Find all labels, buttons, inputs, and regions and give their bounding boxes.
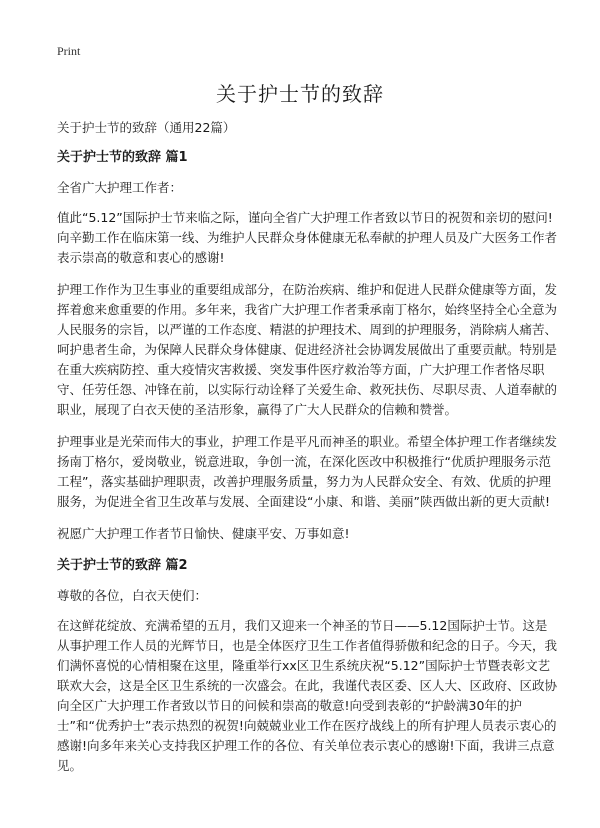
document-subtitle: 关于护士节的致辞（通用22篇） bbox=[57, 120, 236, 135]
paragraph: 在这鲜花绽放、充满希望的五月，我们又迎来一个神圣的节日——5.12国际护士节。这是从事护理工作人员的光辉节日，也是全体医疗卫生工作者值得骄傲和纪念的日子。今天，我们满怀喜悦的心情相聚在这里，隆重举行xx区卫生系统庆祝“5.12”国际护士节暨表彰文艺联欢大会，这是全区卫生系统的一次盛会。在此，我谨代表区委、区人大、区政府、区政协向全区广大护理工作者致以节日的问候和崇高的敬意!向受到表彰的“护龄满30年的护士”和“优秀护士”表示热烈的祝贺!向兢兢业业工作在医疗战线上的所有护理人员表示衷心的感谢!向多年来关心支持我区护理工作的各位、有关单位表示衷心的感谢!下面，我讲三点意见。 bbox=[57, 618, 558, 773]
section-greeting: 全省广大护理工作者： bbox=[57, 180, 183, 195]
paragraph: 值此“5.12”国际护士节来临之际，谨向全省广大护理工作者致以节日的祝贺和亲切的慰问!向辛勤工作在临床第一线、为维护人民群众身体健康无私奉献的护理人员及广大医务工作者表示崇高的敬意和衷心的感谢! bbox=[57, 210, 558, 265]
paragraph: 祝愿广大护理工作者节日愉快、健康平安、万事如意! bbox=[57, 526, 350, 541]
page-title: 关于护士节的致辞 bbox=[216, 82, 384, 106]
section-heading: 关于护士节的致辞 篇2 bbox=[57, 558, 188, 573]
paragraph: 护理工作作为卫生事业的重要组成部分，在防治疾病、维护和促进人民群众健康等方面，发挥着愈来愈重要的作用。多年来，我省广大护理工作者秉承南丁格尔，始终坚持全心全意为人民服务的宗旨，以严谨的工作态度、精湛的护理技术、周到的护理服务，消除病人痛苦、呵护患者生命，为保障人民群众身体健康、促进经济社会协调发展做出了重要贡献。特别是在重大疾病防控、重大疫情灾害救援、突发事件医疗救治等方面，广大护理工作者恪尽职守、任劳任怨、冲锋在前，以实际行动诠释了关爱生命、救死扶伤、尽职尽责、人道奉献的职业，展现了白衣天使的圣洁形象，赢得了广大人民群众的信赖和赞誉。 bbox=[57, 282, 558, 417]
section-greeting: 尊敬的各位，白衣天使们： bbox=[57, 588, 208, 603]
paragraph: 护理事业是光荣而伟大的事业，护理工作是平凡而神圣的职业。希望全体护理工作者继续发扬南丁格尔，爱岗敬业，锐意进取，争创一流，在深化医改中积极推行“优质护理服务示范工程”，落实基础护理职责，改善护理服务质量，努力为人民群众安全、有效、优质的护理服务，为促进全省卫生改革与发展、全面建设“小康、和谐、美丽”陕西做出新的更大贡献! bbox=[57, 434, 558, 509]
document-body bbox=[57, 118, 557, 788]
print-link[interactable]: Print bbox=[57, 44, 81, 58]
section-heading: 关于护士节的致辞 篇1 bbox=[57, 150, 188, 165]
